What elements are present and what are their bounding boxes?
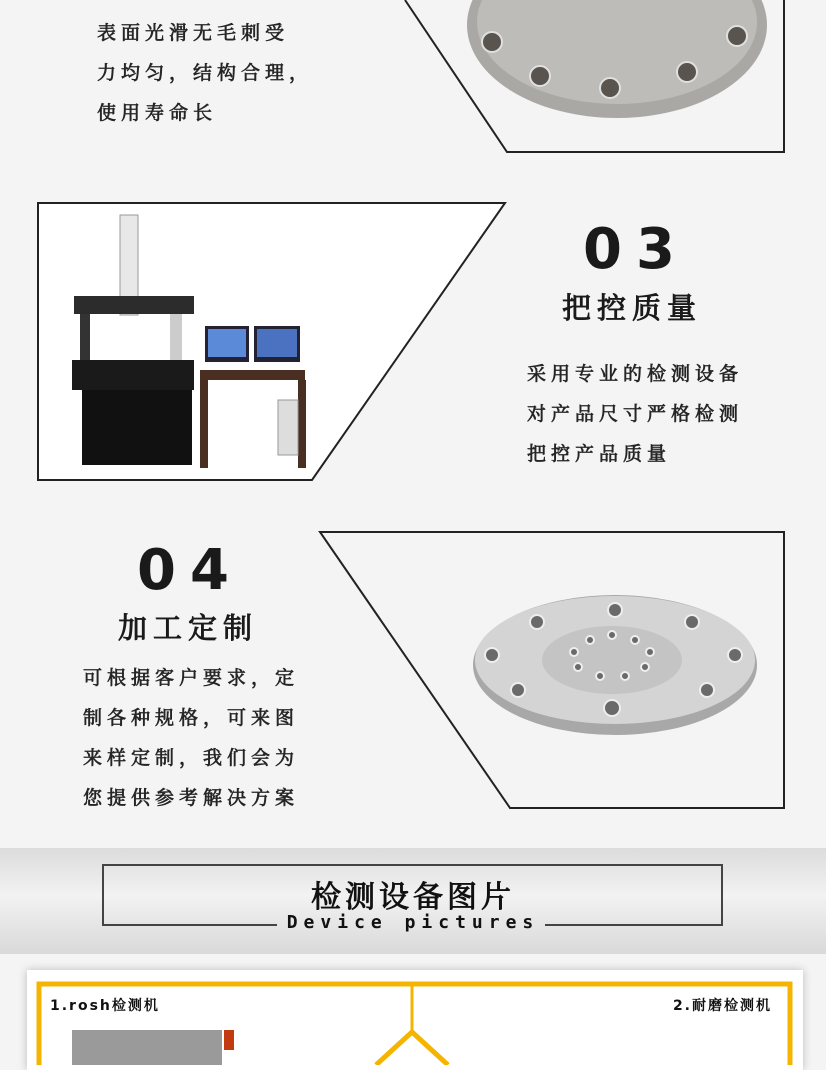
text-line: 采用专业的检测设备 bbox=[527, 363, 744, 385]
section3-description bbox=[527, 354, 743, 474]
device-label-wear: 2.耐磨检测机 bbox=[672, 998, 772, 1014]
text-line: 把控产品质量 bbox=[527, 443, 672, 465]
banner-title: 检测设备图片 bbox=[311, 880, 515, 915]
banner-subtitle: Device pictures bbox=[286, 912, 540, 933]
section2-description bbox=[97, 13, 313, 133]
section3-title: 把控质量 bbox=[562, 291, 703, 325]
text-line: 您提供参考解决方案 bbox=[83, 787, 300, 809]
flange-image-top bbox=[467, 0, 767, 118]
section3-number: 03 bbox=[583, 217, 689, 282]
text-line: 来样定制，我们会为 bbox=[83, 747, 300, 769]
text-line: 使用寿命长 bbox=[97, 102, 218, 124]
text-line: 力均匀，结构合理， bbox=[97, 62, 314, 84]
device-card bbox=[27, 970, 803, 1070]
device-label-rosh: 1.rosh检测机 bbox=[50, 998, 160, 1014]
section4-title: 加工定制 bbox=[118, 611, 259, 645]
text-line: 可根据客户要求，定 bbox=[83, 667, 300, 689]
section4-description bbox=[83, 658, 299, 818]
section4-number: 04 bbox=[137, 538, 243, 603]
flange-image-custom bbox=[473, 595, 757, 735]
text-line: 制各种规格，可来图 bbox=[83, 707, 300, 729]
text-line: 表面光滑无毛刺受 bbox=[97, 22, 290, 44]
text-line: 对产品尺寸严格检测 bbox=[527, 403, 744, 425]
